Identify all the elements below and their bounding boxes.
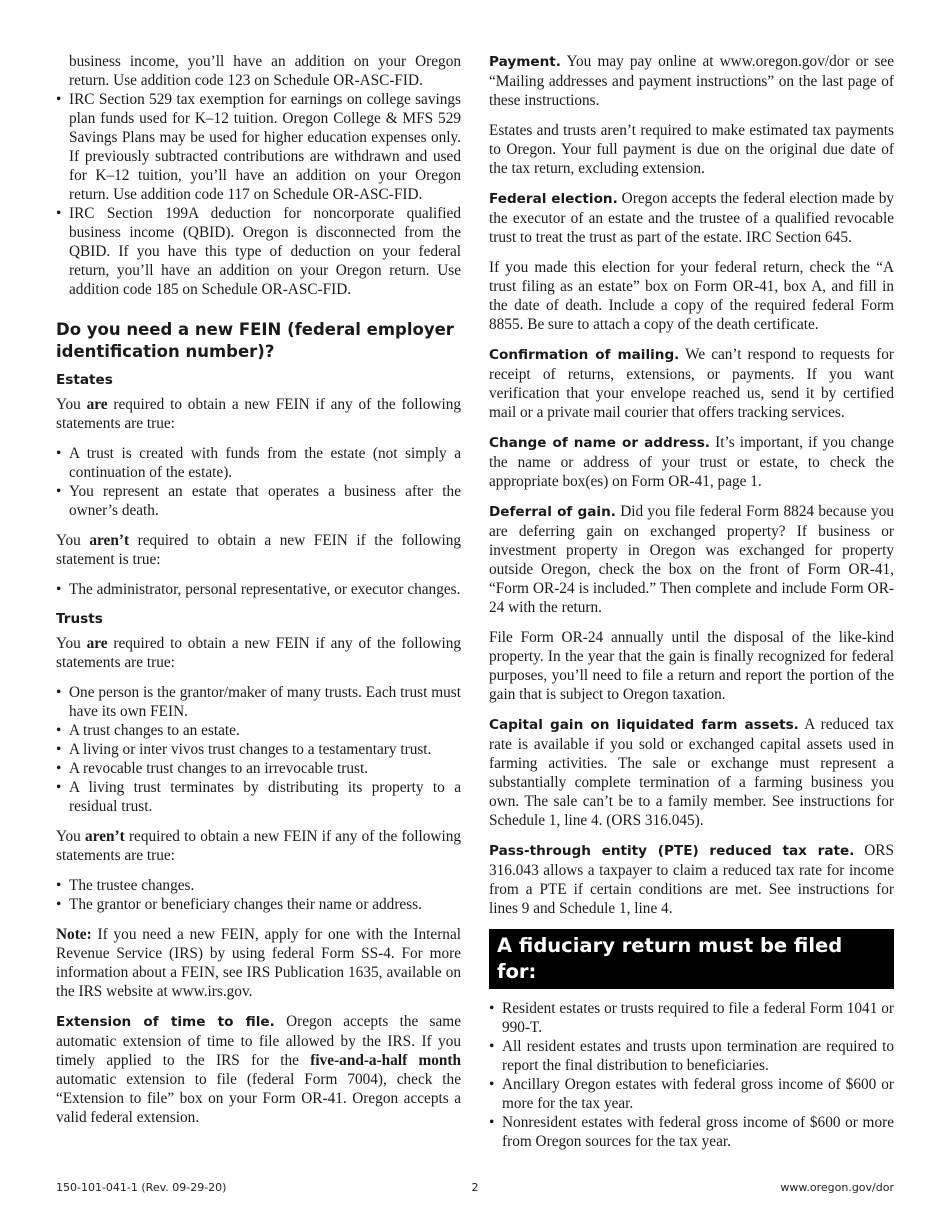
list-item: • A living or inter vivos trust changes to a testamentary trust.	[56, 740, 461, 759]
estates-required-list	[56, 444, 461, 520]
list-item: • The trustee changes.	[56, 876, 461, 895]
payment-paragraph: Payment. You may pay online at www.oregon.gov/dor or see “Mailing addresses and payment instructions” on the last page of these instructions.	[489, 53, 894, 109]
right-column	[489, 52, 894, 1162]
trusts-required-list	[56, 683, 461, 816]
estates-required-intro: You are required to obtain a new FEIN if any of the following statements are true:	[56, 396, 461, 432]
estates-not-required-intro: You aren’t required to obtain a new FEIN if the following statement is true:	[56, 532, 462, 568]
fiduciary-list	[489, 999, 894, 1151]
or24-paragraph: File Form OR-24 annually until the disposal of the like-kind property. In the year that the gain is finally recognized for federal purposes, you’ll need to file a return and report the portion of the gain that is subject to Oregon taxation.	[489, 629, 894, 703]
fiduciary-banner: A fiduciary return must be filed for:	[489, 929, 894, 989]
list-item: • A trust changes to an estate.	[56, 721, 461, 740]
extension-paragraph: Extension of time to file. Oregon accepts the same automatic extension of time to file allowed by the IRS. If you timely applied to the IRS for the five-and-a-half month automatic extension to file (federal Form 7004), check the “Extension to file” box on your Form OR-41. Oregon accepts a valid federal extension.	[56, 1013, 461, 1126]
pte-paragraph: Pass-through entity (PTE) reduced tax rate. ORS 316.043 allows a taxpayer to claim a reduced tax rate for income from a PTE if certain conditions are met. See instructions for lines 9 and Schedule 1, line 4.	[489, 842, 894, 917]
addition-bullets	[56, 90, 461, 299]
capital-gain-paragraph: Capital gain on liquidated farm assets. A reduced tax rate is available if you sold or exchanged capital assets used in farming activities. The sale or exchange must represent a substantially complete termination of a farming business you own. The sale can’t be to a family member. See instructions for Schedule 1, line 4. (ORS 316.045).	[489, 716, 894, 829]
list-item: • A revocable trust changes to an irrevocable trust.	[56, 759, 461, 778]
change-address-paragraph: Change of name or address. It’s important, if you change the name or address of your trust or estate, to check the appropriate box(es) on Form OR-41, page 1.	[489, 434, 894, 490]
trusts-heading: Trusts	[56, 611, 103, 627]
election-instructions-paragraph: If you made this election for your federal return, check the “A trust filing as an estate” box on Form OR-41, box A, and fill in the date of death. Include a copy of the required federal Form 8855. Be sure to attach a copy of the death certificate.	[489, 259, 894, 333]
estimated-tax-paragraph: Estates and trusts aren’t required to make estimated tax payments to Oregon. Your full payment is due on the original due date of the tax return, excluding extension.	[489, 122, 894, 177]
list-item: • Resident estates or trusts required to file a federal Form 1041 or 990-T.	[489, 999, 894, 1037]
list-item: • The administrator, personal representative, or executor changes.	[56, 580, 461, 599]
note-paragraph: Note: If you need a new FEIN, apply for one with the Internal Revenue Service (IRS) by using federal Form SS-4. For more information about a FEIN, see IRS Publication 1635, available on the IRS website at www.irs.gov.	[56, 926, 461, 1000]
trusts-required-intro: You are required to obtain a new FEIN if any of the following statements are true:	[56, 635, 461, 671]
confirmation-paragraph: Confirmation of mailing. We can’t respond to requests for receipt of returns, extensions, or payments. If you want verification that your envelope reached us, send it by certified mail or a private mail courier that offers tracking services.	[489, 346, 894, 421]
trusts-not-required-list	[56, 876, 461, 914]
estates-not-required-list	[56, 580, 461, 599]
list-item: • The grantor or beneficiary changes their name or address.	[56, 895, 461, 914]
list-item: • One person is the grantor/maker of many trusts. Each trust must have its own FEIN.	[56, 683, 461, 721]
continued-text: business income, you’ll have an addition on your Oregon return. Use addition code 123 on Schedule OR-ASC-FID.	[69, 53, 461, 89]
page-number: 2	[471, 1181, 479, 1194]
trusts-not-required-intro: You aren’t required to obtain a new FEIN if any of the following statements are true:	[56, 828, 461, 864]
fein-heading: Do you need a new FEIN (federal employer identification number)?	[56, 320, 454, 361]
bullet-529: • IRC Section 529 tax exemption for earnings on college savings plan funds used for K–12 tuition. Oregon College & MFS 529 Savings Plans may be used for higher education expenses only. If previously subtracted contributions are withdrawn and used for K–12 tuition, you’ll have an addition on your Oregon return. Use addition code 117 on Schedule OR-ASC-FID.	[56, 90, 461, 204]
left-column	[56, 52, 461, 1138]
bullet-199a: • IRC Section 199A deduction for noncorporate qualified business income (QBID). Oregon is disconnected from the QBID. If you have this type of deduction on your federal return, you’ll have an addition on your Oregon return. Use addition code 185 on Schedule OR-ASC-FID.	[56, 204, 461, 299]
federal-election-paragraph: Federal election. Oregon accepts the federal election made by the executor of an estate and the trustee of a qualified revocable trust to treat the trust as part of the estate. IRC Section 645.	[489, 190, 895, 246]
deferral-paragraph: Deferral of gain. Did you file federal Form 8824 because you are deferring gain on exchanged property? If business or investment property in Oregon was exchanged for property outside Oregon, check the box on the front of Form OR-41, “Form OR-24 is included.” Then complete and include Form OR-24 with the return.	[489, 503, 894, 616]
list-item: • Ancillary Oregon estates with federal gross income of $600 or more for the tax year.	[489, 1075, 894, 1113]
estates-heading: Estates	[56, 372, 113, 388]
list-item: • A living trust terminates by distributing its property to a residual trust.	[56, 778, 461, 816]
list-item: • All resident estates and trusts upon termination are required to report the final distribution to beneficiaries.	[489, 1037, 894, 1075]
form-number: 150-101-041-1 (Rev. 09-29-20)	[56, 1181, 227, 1194]
list-item: • You represent an estate that operates a business after the owner’s death.	[56, 482, 461, 520]
website-link[interactable]: www.oregon.gov/dor	[780, 1181, 894, 1194]
list-item: • A trust is created with funds from the estate (not simply a continuation of the estate).	[56, 444, 461, 482]
list-item: • Nonresident estates with federal gross income of $600 or more from Oregon sources for the tax year.	[489, 1113, 894, 1151]
